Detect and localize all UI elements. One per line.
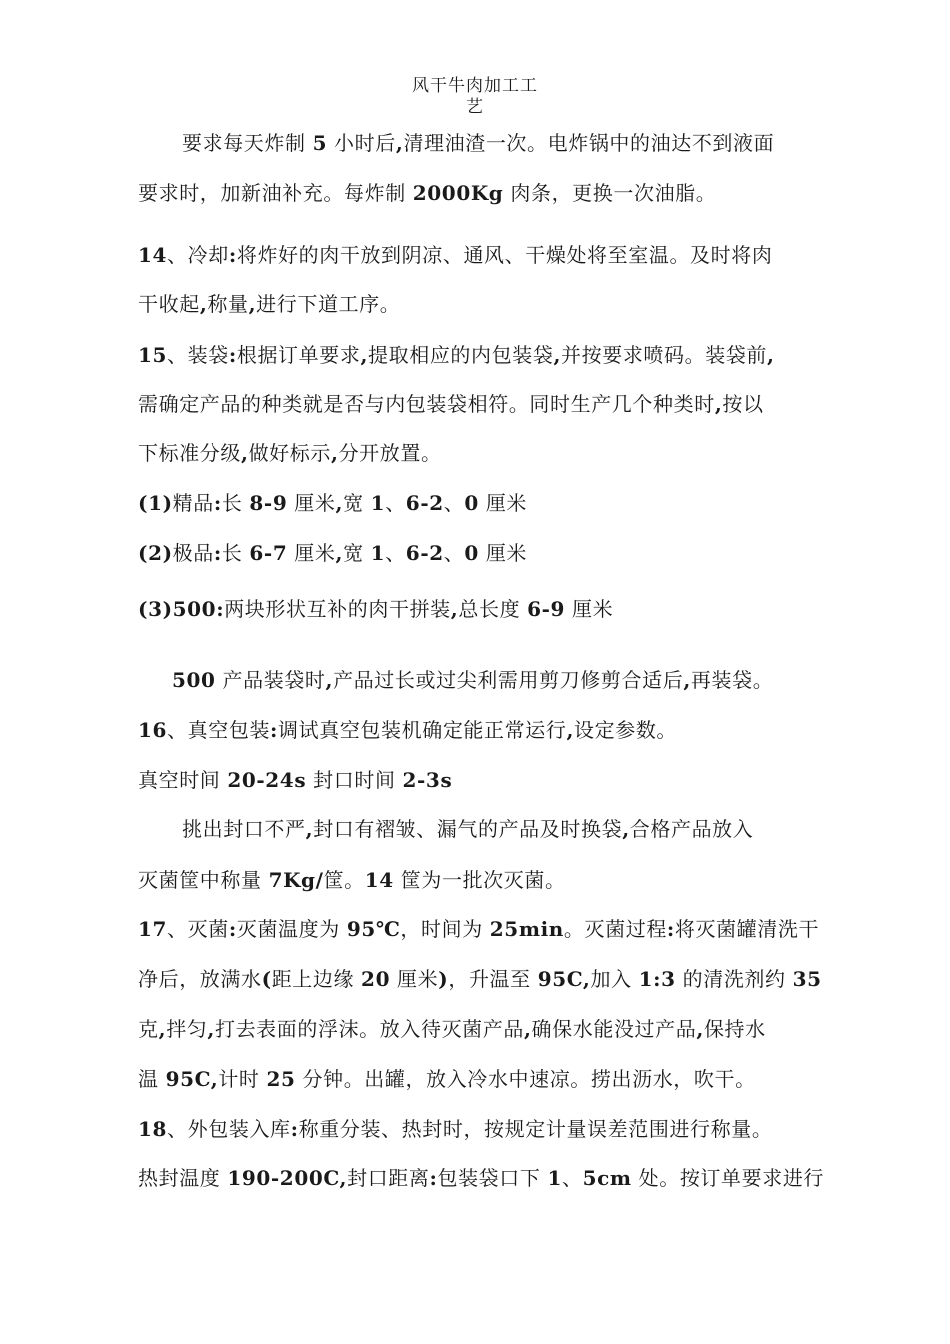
text-line-20: 18、外包装入库:称重分装、热封时，按规定计量误差范围进行称量。 <box>138 1117 773 1141</box>
text-line-4: 干收起,称量,进行下道工序。 <box>138 292 401 316</box>
text-line-11: 500 产品装袋时,产品过长或过尖利需用剪刀修剪合适后,再装袋。 <box>172 668 774 692</box>
text-line-17: 净后，放满水(距上边缘 20 厘米)，升温至 95C,加入 1:3 的清洗剂约 35 <box>138 967 822 991</box>
text-line-2: 要求时，加新油补充。每炸制 2000Kg 肉条，更换一次油脂。 <box>138 181 717 205</box>
text-line-21: 热封温度 190-200C,封口距离:包装袋口下 1、5cm 处。按订单要求进行 <box>138 1166 825 1190</box>
text-line-5: 15、装袋:根据订单要求,提取相应的内包装袋,并按要求喷码。装袋前, <box>138 343 775 367</box>
text-line-9: (2)极品:长 6-7 厘米,宽 1、6-2、0 厘米 <box>138 541 528 565</box>
title-line-1: 风干牛肉加工工 <box>412 76 538 96</box>
text-line-6: 需确定产品的种类就是否与内包装袋相符。同时生产几个种类时,按以 <box>138 392 764 416</box>
text-line-3: 14、冷却:将炸好的肉干放到阴凉、通风、干燥处将至室温。及时将肉 <box>138 243 773 267</box>
text-line-8: (1)精品:长 8-9 厘米,宽 1、6-2、0 厘米 <box>138 491 528 515</box>
document-title <box>0 76 950 118</box>
text-line-15: 灭菌筐中称量 7Kg/筐。14 筐为一批次灭菌。 <box>138 868 566 892</box>
text-line-7: 下标准分级,做好标示,分开放置。 <box>138 441 442 465</box>
text-line-13: 真空时间 20-24s 封口时间 2-3s <box>138 768 453 792</box>
text-line-10: (3)500:两块形状互补的肉干拼装,总长度 6-9 厘米 <box>138 597 614 621</box>
text-line-19: 温 95C,计时 25 分钟。出罐，放入冷水中速凉。捞出沥水，吹干。 <box>138 1067 756 1091</box>
text-line-1: 要求每天炸制 5 小时后,清理油渣一次。电炸锅中的油达不到液面 <box>182 131 775 155</box>
text-line-12: 16、真空包装:调试真空包装机确定能正常运行,设定参数。 <box>138 718 678 742</box>
title-line-2: 艺 <box>466 97 484 117</box>
text-line-18: 克,拌匀,打去表面的浮沫。放入待灭菌产品,确保水能没过产品,保持水 <box>138 1017 766 1041</box>
text-line-16: 17、灭菌:灭菌温度为 95℃，时间为 25min。灭菌过程:将灭菌罐清洗干 <box>138 917 820 941</box>
text-line-14: 挑出封口不严,封口有褶皱、漏气的产品及时换袋,合格产品放入 <box>182 817 754 841</box>
